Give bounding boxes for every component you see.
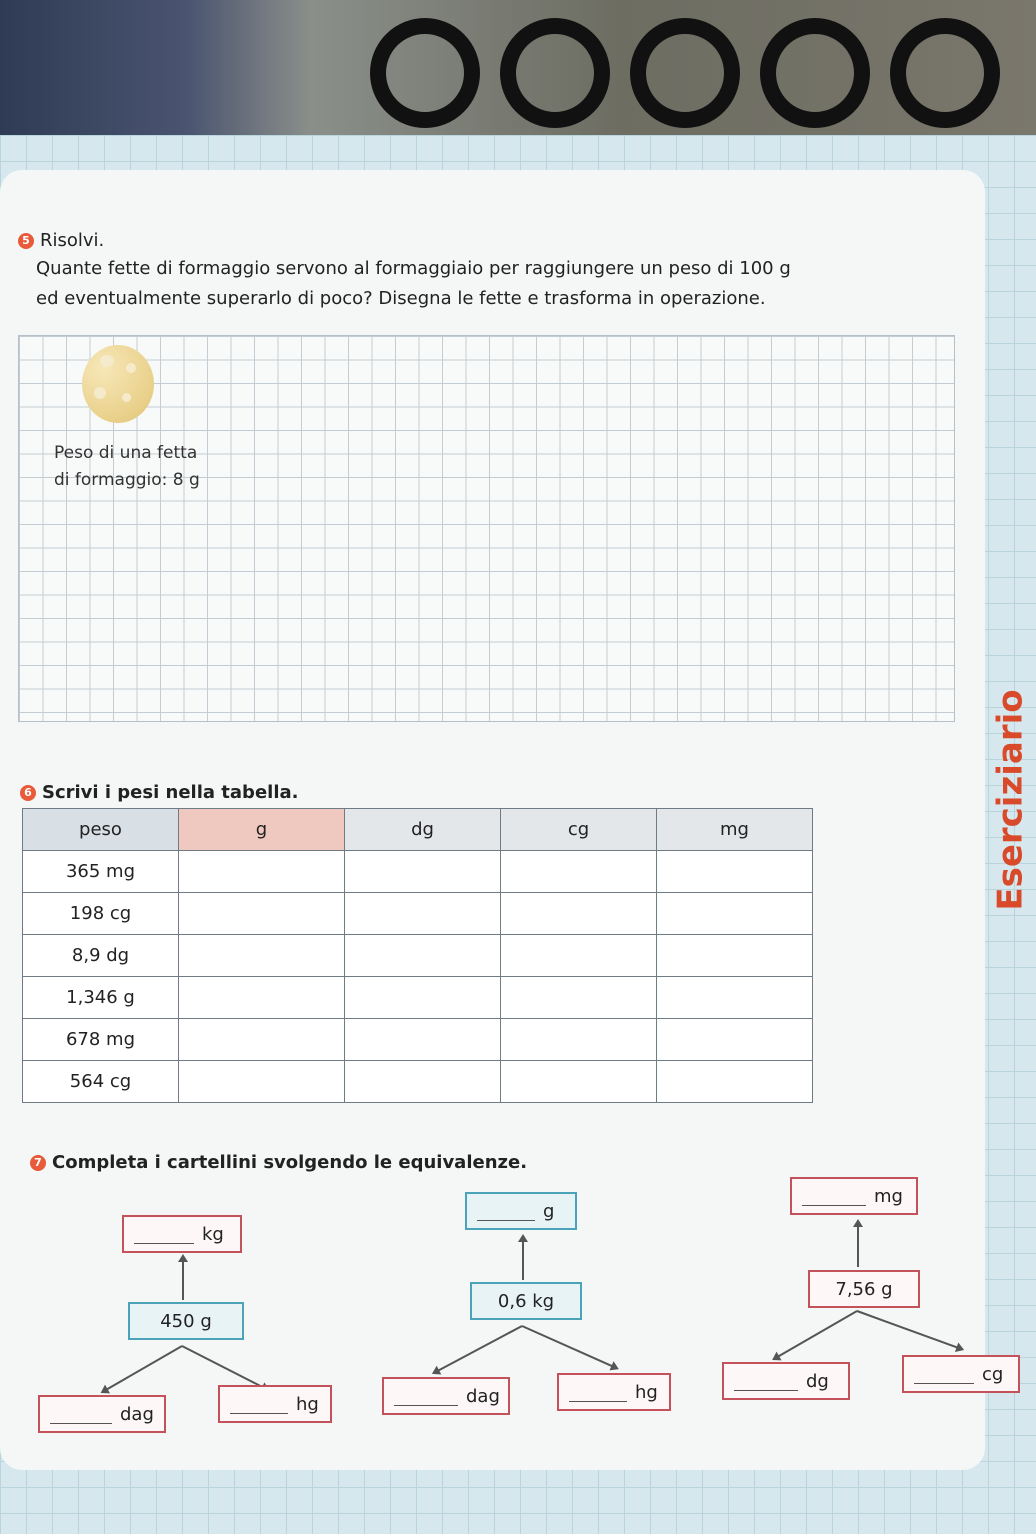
answer-blank[interactable] [394,1387,458,1406]
cell-mg[interactable] [657,935,813,977]
arrow-up [857,1225,859,1267]
card-g-answer[interactable] [465,1192,577,1230]
exercise-5-number: 5 [18,233,34,249]
card-unit: dag [466,1385,500,1407]
card-unit: dag [120,1403,154,1425]
card-dag-answer-2[interactable] [382,1377,510,1415]
answer-blank[interactable] [802,1187,866,1206]
card-unit: g [543,1200,555,1222]
answer-blank[interactable] [914,1365,974,1384]
cell-cg[interactable] [501,893,657,935]
table-header-row [23,809,813,851]
card-cg-answer[interactable] [902,1355,1020,1393]
card-unit: mg [874,1185,903,1207]
card-unit: kg [202,1223,224,1245]
cell-cg[interactable] [501,977,657,1019]
answer-blank[interactable] [569,1383,627,1402]
arrow-up [522,1240,524,1280]
card-hg-answer-2[interactable] [557,1373,671,1411]
answer-blank[interactable] [477,1202,535,1221]
row-weight: 564 cg [23,1061,179,1103]
table-row [23,1019,813,1061]
cell-g[interactable] [179,977,345,1019]
card-hg-answer[interactable] [218,1385,332,1423]
cell-cg[interactable] [501,851,657,893]
answer-blank[interactable] [50,1405,112,1424]
slice-weight-line-1: Peso di una fetta [54,443,198,463]
table-row [23,935,813,977]
cell-mg[interactable] [657,893,813,935]
exercise-5-line-1: Quante fette di formaggio servono al formaggiaio per raggiungere un peso di 100 g [36,258,791,279]
cell-dg[interactable] [345,977,501,1019]
card-unit: dg [806,1370,829,1392]
cell-dg[interactable] [345,1019,501,1061]
exercise-7-title: Completa i cartellini svolgendo le equivalenze. [52,1152,528,1173]
side-tab [985,660,1036,940]
row-weight: 1,346 g [23,977,179,1019]
answer-blank[interactable] [134,1225,194,1244]
cell-mg[interactable] [657,851,813,893]
cell-dg[interactable] [345,935,501,977]
row-weight: 198 cg [23,893,179,935]
row-weight: 365 mg [23,851,179,893]
header-g: g [179,809,345,851]
table-row [23,893,813,935]
arrow-up [182,1260,184,1300]
card-unit: hg [635,1381,658,1403]
cell-g[interactable] [179,893,345,935]
cell-dg[interactable] [345,893,501,935]
card-kg-answer[interactable] [122,1215,242,1253]
cell-cg[interactable] [501,1061,657,1103]
card-value: 450 g [160,1310,212,1332]
answer-blank[interactable] [230,1395,288,1414]
table-row [23,851,813,893]
header-dg: dg [345,809,501,851]
exercise-5-text [36,254,791,314]
cell-mg[interactable] [657,977,813,1019]
exercise-6-title: Scrivi i pesi nella tabella. [42,782,299,803]
cheese-slice-icon [82,345,154,423]
exercise-5-title: Risolvi. [40,230,105,251]
row-weight: 8,9 dg [23,935,179,977]
cell-dg[interactable] [345,1061,501,1103]
header-mg: mg [657,809,813,851]
answer-blank[interactable] [734,1372,798,1391]
cell-dg[interactable] [345,851,501,893]
side-tab-label: Eserciziario [990,689,1031,911]
cell-g[interactable] [179,851,345,893]
card-value-0-6kg [470,1282,582,1320]
header-cg: cg [501,809,657,851]
exercise-5-line-2: ed eventualmente superarlo di poco? Disegna le fette e trasforma in operazione. [36,288,766,309]
cell-cg[interactable] [501,935,657,977]
cell-g[interactable] [179,1019,345,1061]
card-value-450g [128,1302,244,1340]
card-dag-answer[interactable] [38,1395,166,1433]
cell-g[interactable] [179,1061,345,1103]
weights-table [22,808,813,1103]
card-unit: cg [982,1363,1004,1385]
table-row [23,1061,813,1103]
slice-weight-line-2: di formaggio: 8 g [54,470,200,490]
decorative-rings [330,18,1036,118]
table-row [23,977,813,1019]
header-peso: peso [23,809,179,851]
card-value: 7,56 g [835,1278,893,1300]
card-mg-answer[interactable] [790,1177,918,1215]
card-value-7-56g [808,1270,920,1308]
cell-cg[interactable] [501,1019,657,1061]
slice-weight-label [54,440,200,494]
exercise-6-number: 6 [20,785,36,801]
exercise-5-heading [18,230,104,251]
exercise-6-heading [20,782,298,803]
row-weight: 678 mg [23,1019,179,1061]
exercise-7-heading [30,1152,527,1173]
cell-g[interactable] [179,935,345,977]
card-dg-answer[interactable] [722,1362,850,1400]
cell-mg[interactable] [657,1061,813,1103]
exercise-7-number: 7 [30,1155,46,1171]
cell-mg[interactable] [657,1019,813,1061]
drawing-grid[interactable] [18,335,955,722]
card-unit: hg [296,1393,319,1415]
card-value: 0,6 kg [497,1290,555,1312]
